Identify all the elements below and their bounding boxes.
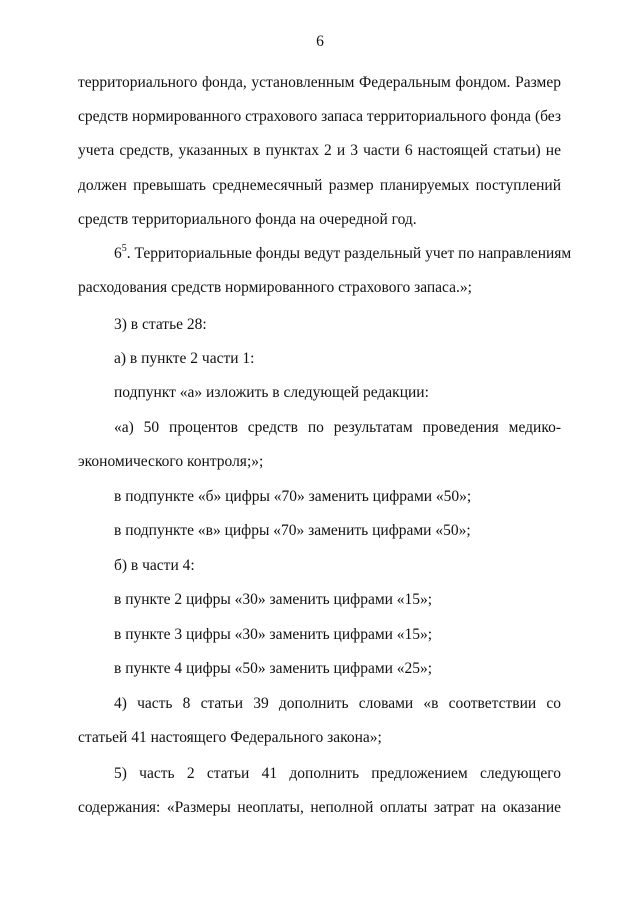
text-line: а) в пункте 2 части 1: bbox=[114, 350, 255, 367]
clause-number: 6 bbox=[114, 245, 122, 262]
text-line: содержания: «Размеры неоплаты, неполной оплаты затрат на оказание bbox=[78, 799, 561, 816]
text-line: подпункт «а» изложить в следующей редакции: bbox=[114, 384, 429, 401]
text-line: учета средств, указанных в пунктах 2 и 3 части 6 настоящей статьи) не bbox=[78, 142, 561, 159]
text-line: 5) часть 2 статьи 41 дополнить предложением следующего bbox=[114, 765, 561, 782]
text-line: статьей 41 настоящего Федерального закона»; bbox=[78, 729, 382, 746]
text-line: в пункте 2 цифры «30» заменить цифрами «15»; bbox=[114, 591, 433, 608]
text-line: должен превышать среднемесячный размер планируемых поступлений bbox=[78, 177, 561, 194]
text-line: 4) часть 8 статьи 39 дополнить словами «в соответствии со bbox=[114, 695, 561, 712]
text-line: б) в части 4: bbox=[114, 557, 195, 574]
text-line: «а) 50 процентов средств по результатам проведения медико- bbox=[114, 419, 561, 436]
text-line: в пункте 3 цифры «30» заменить цифрами «15»; bbox=[114, 626, 433, 643]
text-line: экономического контроля;»; bbox=[78, 453, 264, 470]
text-line: в подпункте «в» цифры «70» заменить цифрами «50»; bbox=[114, 522, 471, 539]
text-line: территориального фонда, установленным Федеральным фондом. Размер bbox=[78, 74, 561, 91]
text-line: в подпункте «б» цифры «70» заменить цифрами «50»; bbox=[114, 488, 472, 505]
superscript: 5 bbox=[121, 242, 127, 254]
text-line-with-superscript bbox=[114, 242, 572, 264]
text-line: в пункте 4 цифры «50» заменить цифрами «25»; bbox=[114, 660, 433, 677]
text-line: расходования средств нормированного страхового запаса.»; bbox=[78, 279, 472, 296]
page-number: 6 bbox=[316, 33, 324, 50]
text-line: 3) в статье 28: bbox=[114, 316, 207, 333]
text-line: средств территориального фонда на очередной год. bbox=[78, 211, 417, 228]
text-line: средств нормированного страхового запаса территориального фонда (без bbox=[78, 108, 561, 125]
clause-text: . Территориальные фонды ведут раздельный учет по направлениям bbox=[126, 245, 572, 262]
